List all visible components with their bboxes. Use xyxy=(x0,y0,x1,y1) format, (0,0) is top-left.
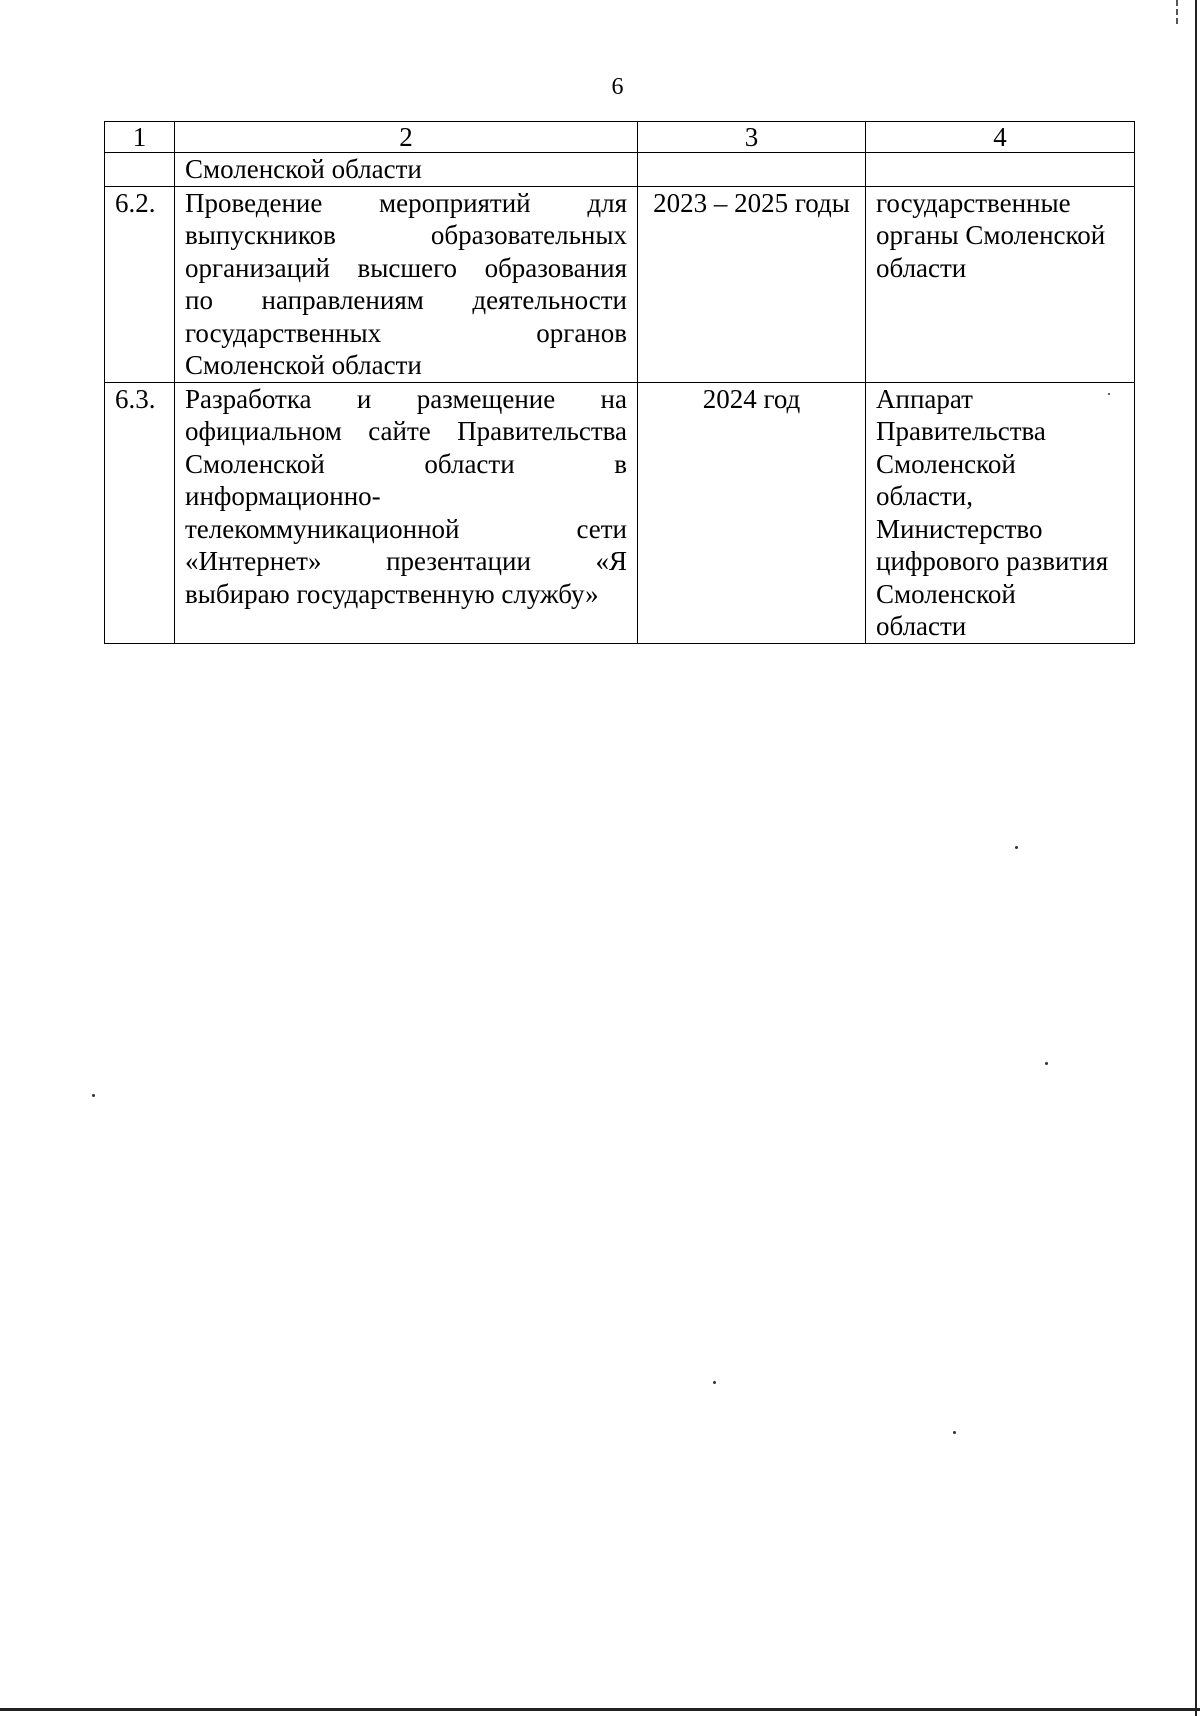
row-description-cell xyxy=(175,186,638,382)
description-line: «Интернет» презентации «Я xyxy=(185,546,627,576)
row-term-cell xyxy=(638,153,866,187)
scan-bottom-edge xyxy=(0,1708,1200,1711)
scan-right-edge xyxy=(1195,0,1197,1716)
scan-speck xyxy=(953,1431,956,1434)
responsible-line: государственные xyxy=(876,187,1071,218)
description-line: по направлениям деятельности xyxy=(185,285,627,315)
row-number-cell: 6.3. xyxy=(105,382,175,643)
description-line: выбираю государственную службу» xyxy=(185,578,599,609)
scan-corner-mark xyxy=(1176,0,1180,24)
description-line: Смоленской области xyxy=(185,154,422,184)
table-header-row xyxy=(105,122,1135,153)
row-number-cell xyxy=(105,153,175,187)
row-responsible-cell xyxy=(866,382,1135,643)
description-line: организаций высшего образования xyxy=(185,252,627,283)
row-description-cell xyxy=(175,382,638,643)
row-responsible-cell xyxy=(866,186,1135,382)
row-term-cell: 2024 год xyxy=(638,382,866,643)
row-term-cell: 2023 – 2025 годы xyxy=(638,186,866,382)
description-line: Проведение мероприятий для xyxy=(185,187,627,218)
responsible-line: области xyxy=(876,611,967,641)
responsible-line: области, xyxy=(876,481,974,511)
responsible-line: Министерство xyxy=(876,513,1043,544)
row-number-cell: 6.2. xyxy=(105,186,175,382)
description-line: Смоленской области xyxy=(185,350,422,380)
table-row-continuation xyxy=(105,153,1135,187)
header-cell-4: 4 xyxy=(866,122,1135,153)
description-line: информационно- xyxy=(185,481,381,511)
scan-speck xyxy=(713,1381,716,1384)
description-line: государственных органов xyxy=(185,317,627,348)
scan-speck xyxy=(1015,846,1018,849)
responsible-line: органы Смоленской xyxy=(876,220,1106,250)
header-cell-3: 3 xyxy=(638,122,866,153)
table-row-6-2 xyxy=(105,186,1135,382)
description-line: выпускников образовательных xyxy=(185,220,627,250)
scan-speck xyxy=(1108,393,1110,395)
plan-table xyxy=(104,121,1135,644)
page-number: 6 xyxy=(611,74,624,100)
responsible-line: цифрового развития xyxy=(876,546,1109,576)
header-cell-1: 1 xyxy=(105,122,175,153)
table-row-6-3 xyxy=(105,382,1135,643)
scan-speck xyxy=(1045,1062,1048,1065)
responsible-line: Смоленской xyxy=(876,578,1016,609)
description-line: Смоленской области в xyxy=(185,448,627,479)
description-line: Разработка и размещение на xyxy=(185,383,627,414)
responsible-line: Аппарат xyxy=(876,383,973,414)
responsible-line: Смоленской xyxy=(876,448,1016,479)
row-responsible-cell xyxy=(866,153,1135,187)
header-cell-2: 2 xyxy=(175,122,638,153)
row-description-cell xyxy=(175,153,638,187)
description-line: телекоммуникационной сети xyxy=(185,513,627,544)
description-line: официальном сайте Правительства xyxy=(185,416,627,446)
responsible-line: области xyxy=(876,252,967,283)
responsible-line: Правительства xyxy=(876,416,1046,446)
scan-speck xyxy=(92,1094,95,1097)
